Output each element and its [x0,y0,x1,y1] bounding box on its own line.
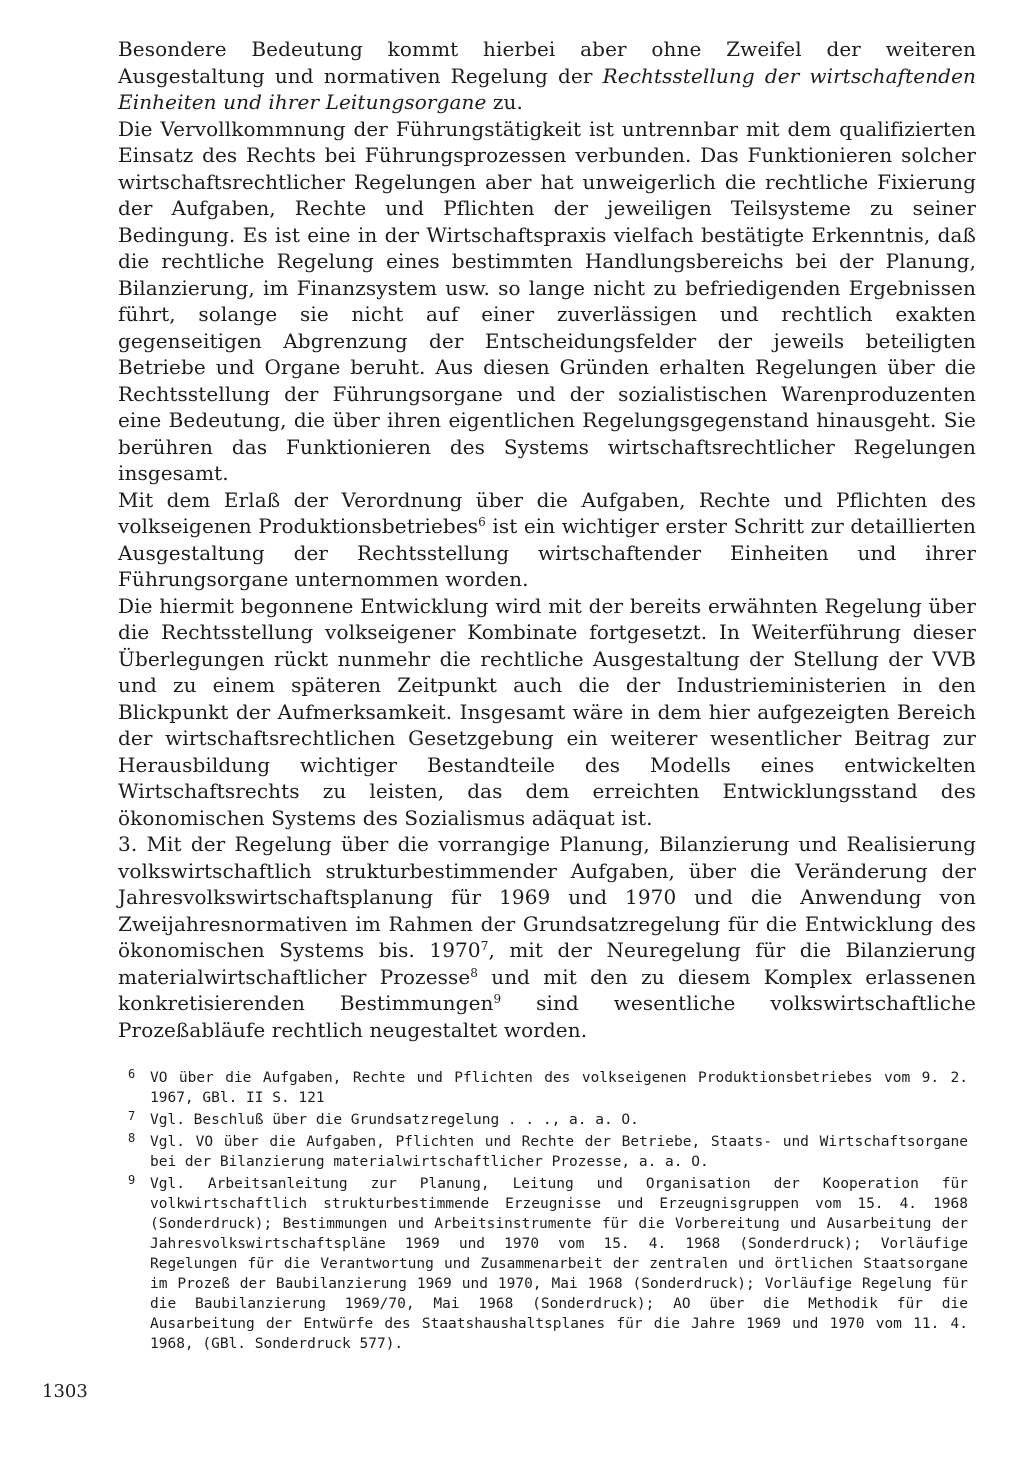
footnote-number: 7 [128,1109,136,1123]
paragraph-5 [118,831,976,1043]
footnote-text: Vgl. Beschluß über die Grundsatzregelung . . ., a. a. O. [150,1112,639,1128]
footnote-ref-8: 8 [470,965,479,980]
footnote-7 [128,1110,968,1130]
paragraph-5-text-c: und mit den zu diesem Komplex erlassenen konkretisierenden Bestimmungen [118,964,976,1015]
paragraph-1-text: Besondere Bedeutung kommt hierbei aber ohne Zweifel der weiteren Ausgestaltung und normativen Regelung der [118,37,976,88]
footnotes [128,1068,968,1356]
page-number: 1303 [42,1381,88,1402]
footnote-text: Vgl. VO über die Aufgaben, Pflichten und Rechte der Betriebe, Staats- und Wirtschaftsorgane bei der Bilanzierung materialwirtschaftlicher Prozesse, a. a. O. [150,1134,968,1170]
footnote-ref-6: 6 [478,515,486,529]
paragraph-5-text-d: sind wesentliche volkswirtschaftliche Prozeßabläufe rechtlich neugestaltet worden. [118,991,976,1042]
footnote-number: 6 [128,1067,136,1081]
footnote-number: 8 [128,1131,136,1145]
paragraph-5-text-a: 3. Mit der Regelung über die vorrangige Planung, Bilanzierung und Realisierung volkswirtschaftlich strukturbestimmender Aufgaben, über die Veränderung der Jahresvolkswirtschaftsplanung für 1969 und 1970 und die Anwendung von Zweijahresnormativen im Rahmen der Grundsatzregelung für die Entwicklung des ökonomischen Systems bis. 1970 [118,832,976,962]
footnote-text: VO über die Aufgaben, Rechte und Pflichten des volkseigenen Produktionsbetriebes vom 9. 2. 1967, GBl. II S. 121 [150,1070,968,1106]
footnote-ref-9: 9 [493,992,502,1006]
footnote-9 [128,1174,968,1354]
footnote-6 [128,1068,968,1108]
footnote-number: 9 [128,1173,136,1187]
footnote-8 [128,1132,968,1172]
paragraph-3 [118,487,976,593]
paragraph-2: Die Vervollkommnung der Führungstätigkeit ist untrennbar mit dem qualifizierten Einsatz des Rechts bei Führungsprozessen verbunden. Das Funktionieren solcher wirtschaftsrechtlicher Regelungen aber hat unweigerlich die rechtliche Fixierung der Aufgaben, Rechte und Pflichten der jeweiligen Teilsysteme zu seiner Bedingung. Es ist eine in der Wirtschaftspraxis vielfach bestätigte Erkenntnis, daß die rechtliche Regelung eines bestimmten Handlungsbereichs bei der Planung, Bilanzierung, im Finanzsystem usw. so lange nicht zu befriedigenden Ergebnissen führt, solange sie nicht auf einer zuverlässigen und rechtlich exakten gegenseitigen Abgrenzung der Entscheidungsfelder der jeweils beteiligten Betriebe und Organe beruht. Aus diesen Gründen erhalten Regelungen über die Rechtsstellung der Führungsorgane und der sozialistischen Warenproduzenten eine Bedeutung, die über ihren eigentlichen Regelungsgegenstand hinausgeht. Sie berühren das Funktionieren des Systems wirtschaftsrechtlicher Regelungen insgesamt. [118,116,976,485]
paragraph-4: Die hiermit begonnene Entwicklung wird mit der bereits erwähnten Regelung über die Rechtsstellung volkseigener Kombinate fortgesetzt. In Weiterführung dieser Überlegungen rückt nunmehr die rechtliche Ausgestaltung der Stellung der VVB und zu einem späteren Zeitpunkt auch die der Industrieministerien in den Blickpunkt der Aufmerksamkeit. Insgesamt wäre in dem hier aufgezeigten Bereich der wirtschaftsrechtlichen Gesetzgebung ein weiterer wesentlicher Beitrag zur Herausbildung wichtiger Bestandteile des Modells eines entwickelten Wirtschaftsrechts zu leisten, das dem erreichten Entwicklungsstand des ökonomischen Systems des Sozialismus adäquat ist. [118,593,976,830]
paragraph-3-end: ist ein wichtiger erster Schritt zur detaillierten Ausgestaltung der Rechtsstellung wirtschaftender Einheiten und ihrer Führungsorgane unternommen worden. [118,514,976,591]
paragraph-1-emphasis: Rechtsstellung der wirtschaftenden Einheiten und ihrer Leitungsorgane [118,63,976,114]
footnote-ref-7: 7 [480,939,489,953]
paragraph-5-text-b: , mit der Neuregelung für die Bilanzierung materialwirtschaftlicher Prozesse [118,938,976,989]
paragraph-3-text: Mit dem Erlaß der Verordnung über die Aufgaben, Rechte und Pflichten des volkseigenen Produktionsbetriebes [118,487,976,538]
paragraph-1-end: zu. [486,90,523,114]
paragraph-1 [118,36,976,116]
footnote-text: Vgl. Arbeitsanleitung zur Planung, Leitung und Organisation der Kooperation für volkwirtschaftlich strukturbestimmende Erzeugnisse und Erzeugnisgruppen vom 15. 4. 1968 (Sonderdruck); Bestimmungen und Arbeitsinstrumente für die Vorbereitung und Ausarbeitung der Jahresvolkswirtschaftspläne 1969 und 1970 vom 15. 4. 1968 (Sonderdruck); Vorläufige Regelungen für die Verantwortung und Zusammenarbeit der zentralen und örtlichen Staatsorgane im Prozeß der Baubilanzierung 1969 und 1970, Mai 1968 (Sonderdruck); Vorläufige Regelung für die Baubilanzierung 1969/70, Mai 1968 (Sonderdruck); AO über die Methodik für die Ausarbeitung der Entwürfe des Staatshaushaltsplanes für die Jahre 1969 und 1970 vom 11. 4. 1968, (GBl. Sonderdruck 577). [150,1176,968,1352]
main-text [118,36,976,1043]
